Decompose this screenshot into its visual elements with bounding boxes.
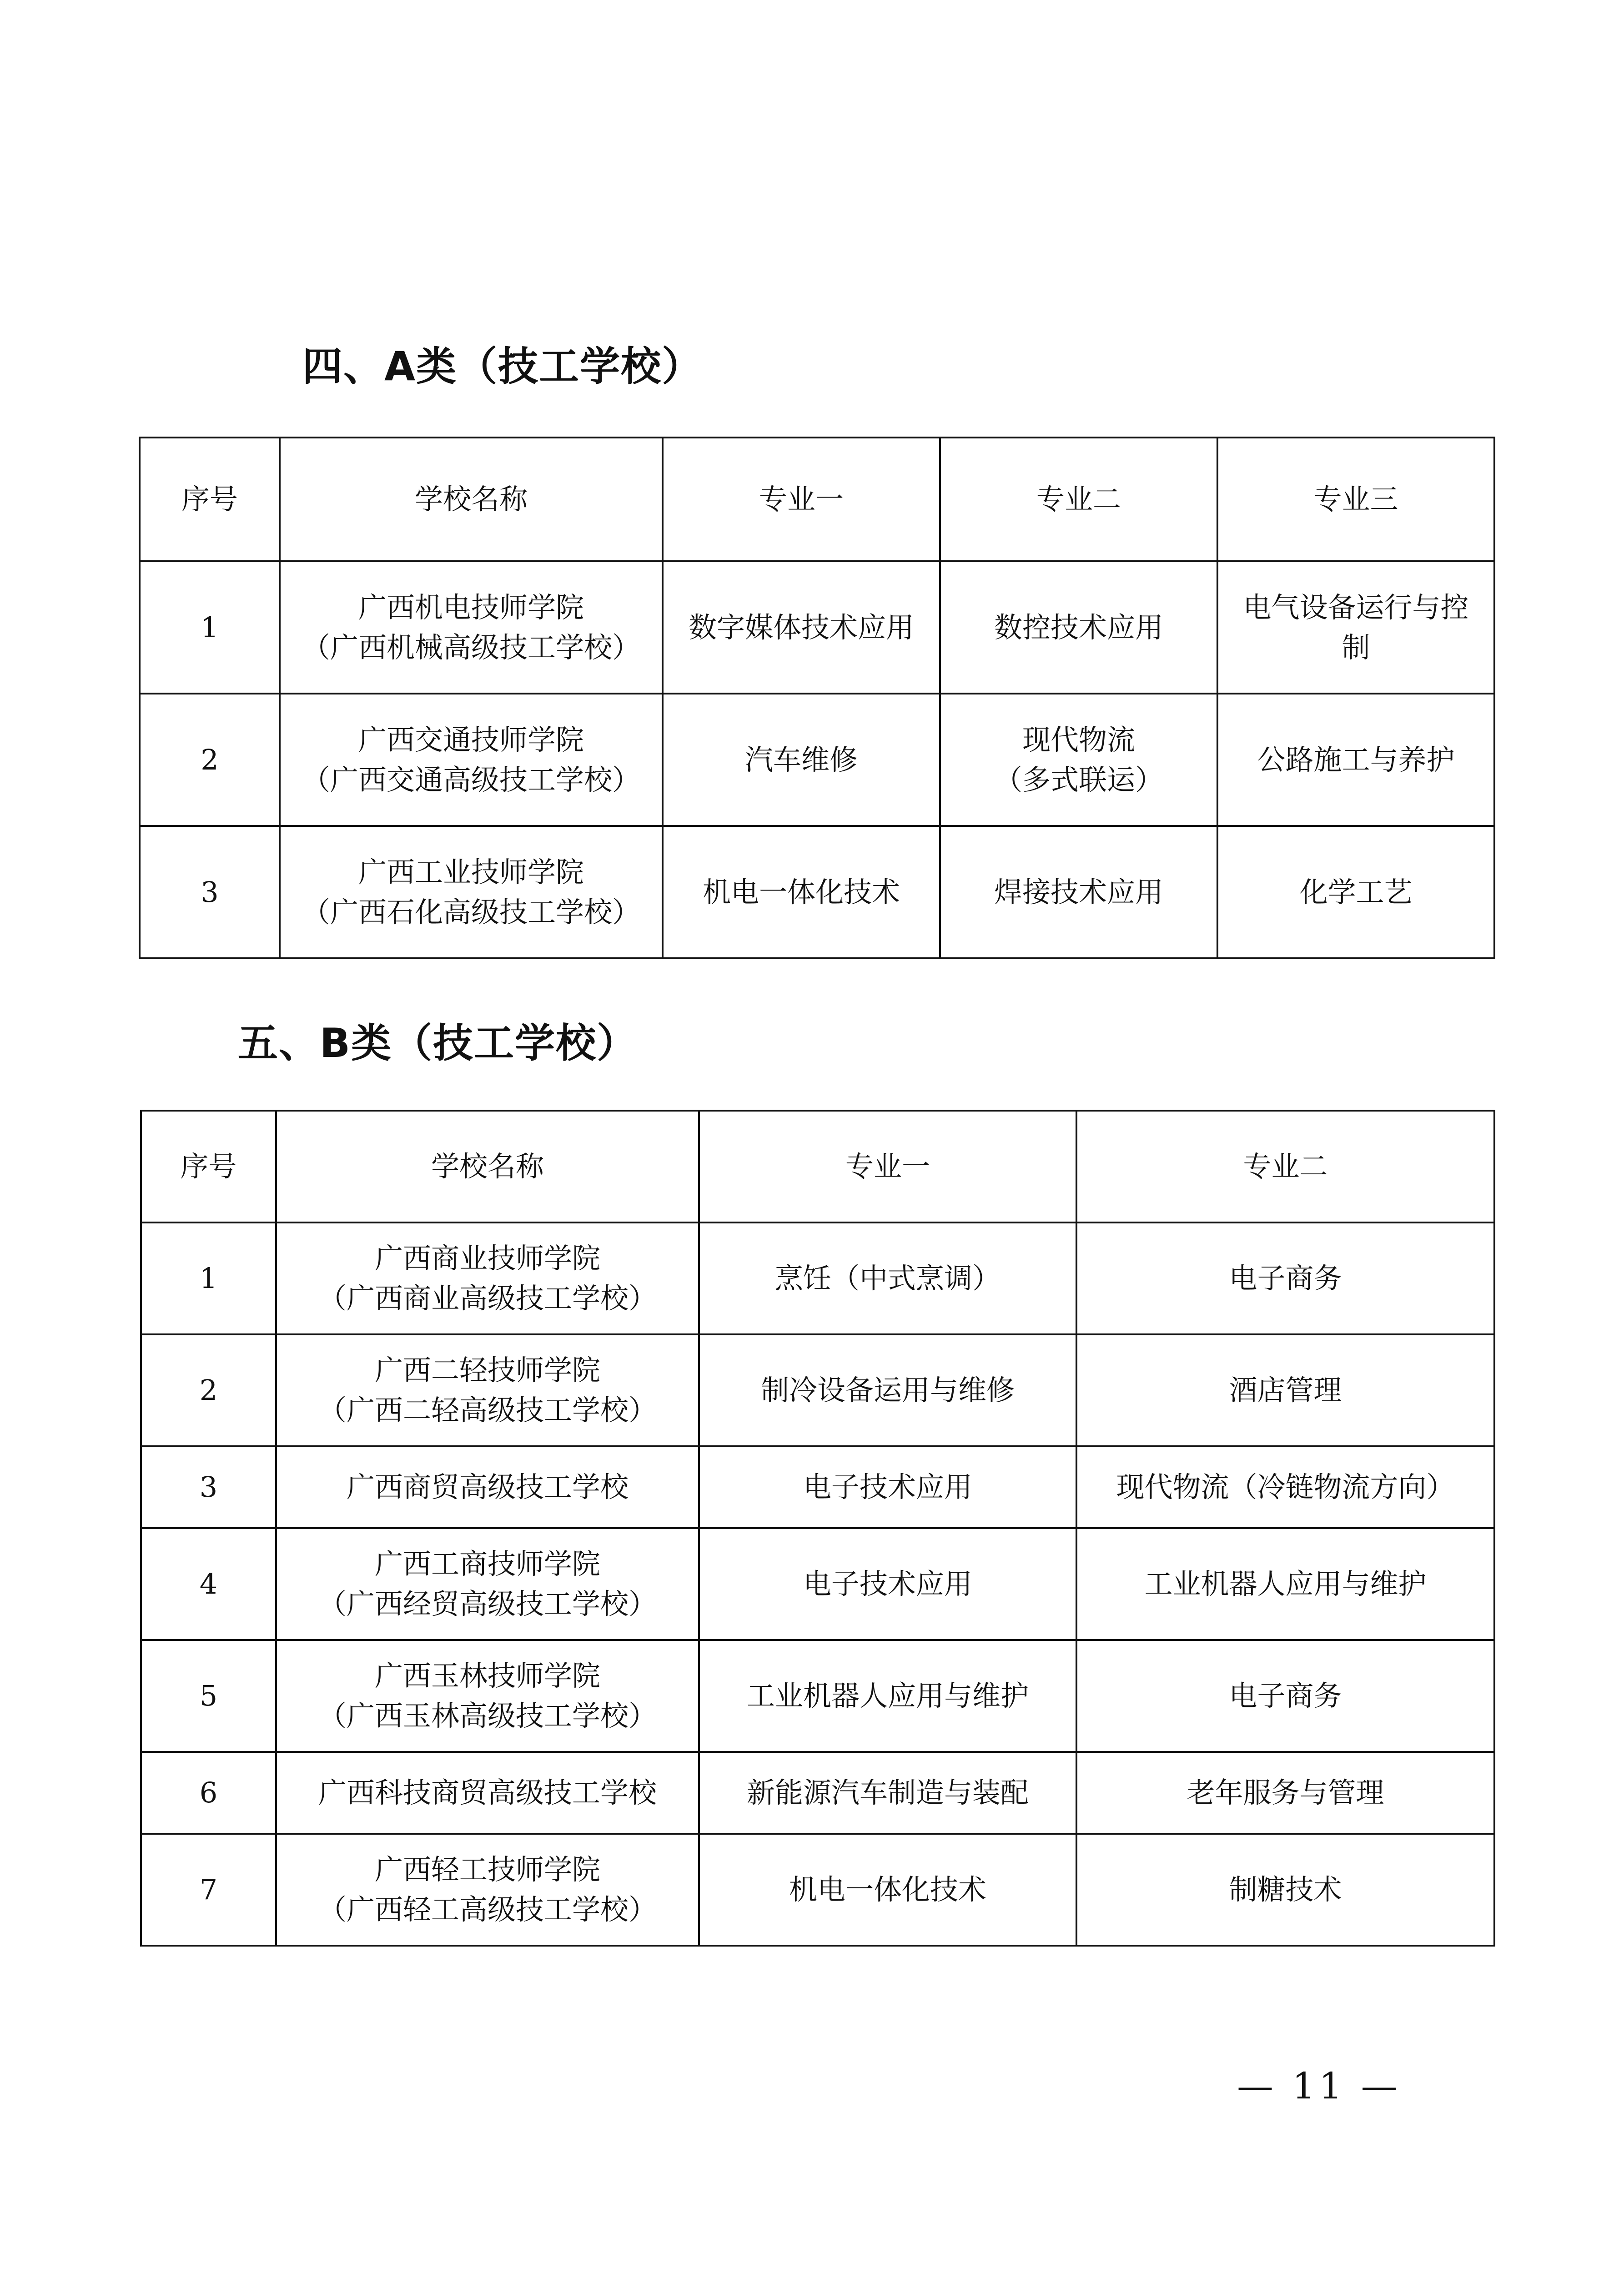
major2-cell (1076, 1640, 1494, 1752)
section-b-heading: 五、B类（技工学校） (238, 1020, 638, 1067)
table-row (141, 1223, 1494, 1334)
cell-text-line: 广西机电技师学院 (358, 590, 584, 624)
major2-cell (1076, 1752, 1494, 1834)
cell-text-line: （广西轻工高级技工学校） (318, 1893, 657, 1926)
cell-text-line: 电气设备运行与控 (1243, 590, 1469, 624)
table-row (141, 1834, 1494, 1946)
major3-cell (1217, 561, 1494, 694)
cell-text-line: 机电一体化技术 (702, 875, 900, 909)
cell-text-line: 新能源汽车制造与装配 (746, 1776, 1029, 1809)
major1-cell (699, 1752, 1076, 1834)
school-name-cell (276, 1446, 699, 1528)
cell-text-line: （广西二轻高级技工学校） (318, 1394, 657, 1427)
school-name-cell (276, 1223, 699, 1334)
major2-cell (1076, 1834, 1494, 1946)
major1-cell (699, 1223, 1076, 1334)
column-header: 专业一 (699, 1111, 1076, 1223)
table-b-technical-schools (140, 1110, 1495, 1947)
major1-cell (699, 1834, 1076, 1946)
cell-text-line: 广西二轻技师学院 (374, 1353, 600, 1387)
row-number-cell: 3 (141, 1446, 276, 1528)
table-row (141, 1446, 1494, 1528)
table-row (140, 826, 1494, 958)
major2-cell (1076, 1528, 1494, 1640)
cell-text-line: 数控技术应用 (994, 610, 1163, 644)
cell-text-line: 制冷设备运用与维修 (760, 1373, 1015, 1407)
table-header-row (141, 1111, 1494, 1223)
cell-text-line: 制 (1342, 630, 1370, 664)
major2-cell (940, 694, 1217, 826)
major1-cell (699, 1334, 1076, 1446)
cell-text-line: （广西商业高级技工学校） (318, 1282, 657, 1315)
cell-text-line: 公路施工与养护 (1257, 743, 1455, 776)
cell-text-line: （广西玉林高级技工学校） (318, 1699, 657, 1732)
cell-text-line: （多式联运） (994, 763, 1163, 796)
table-row (141, 1752, 1494, 1834)
cell-text-line: 老年服务与管理 (1187, 1776, 1384, 1809)
major1-cell (663, 561, 940, 694)
column-header: 专业三 (1217, 438, 1494, 561)
cell-text-line: 机电一体化技术 (789, 1873, 986, 1906)
cell-text-line: 电子商务 (1229, 1679, 1342, 1712)
table-header-row (140, 438, 1494, 561)
major2-cell (940, 561, 1217, 694)
column-header: 专业二 (940, 438, 1217, 561)
row-number-cell: 7 (141, 1834, 276, 1946)
cell-text-line: 烹饪（中式烹调） (774, 1262, 1001, 1295)
cell-text-line: 电子商务 (1229, 1262, 1342, 1295)
cell-text-line: 电子技术应用 (803, 1567, 972, 1600)
school-name-cell (276, 1334, 699, 1446)
cell-text-line: （广西石化高级技工学校） (302, 895, 640, 929)
row-number-cell: 6 (141, 1752, 276, 1834)
column-header: 学校名称 (280, 438, 663, 561)
major2-cell (1076, 1446, 1494, 1528)
major3-cell (1217, 826, 1494, 958)
cell-text-line: 酒店管理 (1229, 1373, 1342, 1407)
column-header: 序号 (140, 438, 280, 561)
row-number-cell: 4 (141, 1528, 276, 1640)
school-name-cell (276, 1640, 699, 1752)
cell-text-line: 现代物流（冷链物流方向） (1116, 1470, 1455, 1504)
table-row (140, 561, 1494, 694)
major2-cell (940, 826, 1217, 958)
school-name-cell (276, 1752, 699, 1834)
cell-text-line: 数字媒体技术应用 (688, 610, 914, 644)
table-a-technical-schools (139, 437, 1495, 959)
cell-text-line: 广西科技商贸高级技工学校 (318, 1776, 657, 1809)
cell-text-line: 广西交通技师学院 (358, 723, 584, 756)
school-name-cell (280, 694, 663, 826)
cell-text-line: 广西轻工技师学院 (374, 1853, 600, 1886)
cell-text-line: 化学工艺 (1299, 875, 1413, 909)
table-row (141, 1528, 1494, 1640)
column-header: 专业二 (1076, 1111, 1494, 1223)
cell-text-line: 广西工商技师学院 (374, 1547, 600, 1580)
cell-text-line: 工业机器人应用与维护 (1144, 1567, 1427, 1600)
major1-cell (663, 826, 940, 958)
cell-text-line: 汽车维修 (744, 743, 858, 776)
column-header: 专业一 (663, 438, 940, 561)
cell-text-line: （广西经贸高级技工学校） (318, 1587, 657, 1620)
school-name-cell (276, 1834, 699, 1946)
cell-text-line: （广西交通高级技工学校） (302, 763, 640, 796)
major2-cell (1076, 1334, 1494, 1446)
cell-text-line: 工业机器人应用与维护 (746, 1679, 1029, 1712)
major3-cell (1217, 694, 1494, 826)
cell-text-line: （广西机械高级技工学校） (302, 630, 640, 664)
school-name-cell (280, 561, 663, 694)
school-name-cell (280, 826, 663, 958)
column-header: 序号 (141, 1111, 276, 1223)
row-number-cell: 3 (140, 826, 280, 958)
row-number-cell: 2 (140, 694, 280, 826)
row-number-cell: 1 (141, 1223, 276, 1334)
cell-text-line: 制糖技术 (1229, 1873, 1342, 1906)
major1-cell (699, 1446, 1076, 1528)
row-number-cell: 1 (140, 561, 280, 694)
cell-text-line: 广西商贸高级技工学校 (346, 1470, 628, 1504)
major1-cell (699, 1640, 1076, 1752)
cell-text-line: 广西工业技师学院 (358, 855, 584, 889)
cell-text-line: 广西商业技师学院 (374, 1242, 600, 1275)
major1-cell (663, 694, 940, 826)
section-a-heading: 四、A类（技工学校） (302, 343, 703, 390)
cell-text-line: 焊接技术应用 (994, 875, 1163, 909)
major1-cell (699, 1528, 1076, 1640)
page-number: — 11 — (1237, 2065, 1401, 2107)
table-row (141, 1334, 1494, 1446)
cell-text-line: 电子技术应用 (803, 1470, 972, 1504)
cell-text-line: 广西玉林技师学院 (374, 1659, 600, 1692)
table-row (140, 694, 1494, 826)
row-number-cell: 5 (141, 1640, 276, 1752)
major2-cell (1076, 1223, 1494, 1334)
school-name-cell (276, 1528, 699, 1640)
table-row (141, 1640, 1494, 1752)
column-header: 学校名称 (276, 1111, 699, 1223)
cell-text-line: 现代物流 (1022, 723, 1135, 756)
row-number-cell: 2 (141, 1334, 276, 1446)
